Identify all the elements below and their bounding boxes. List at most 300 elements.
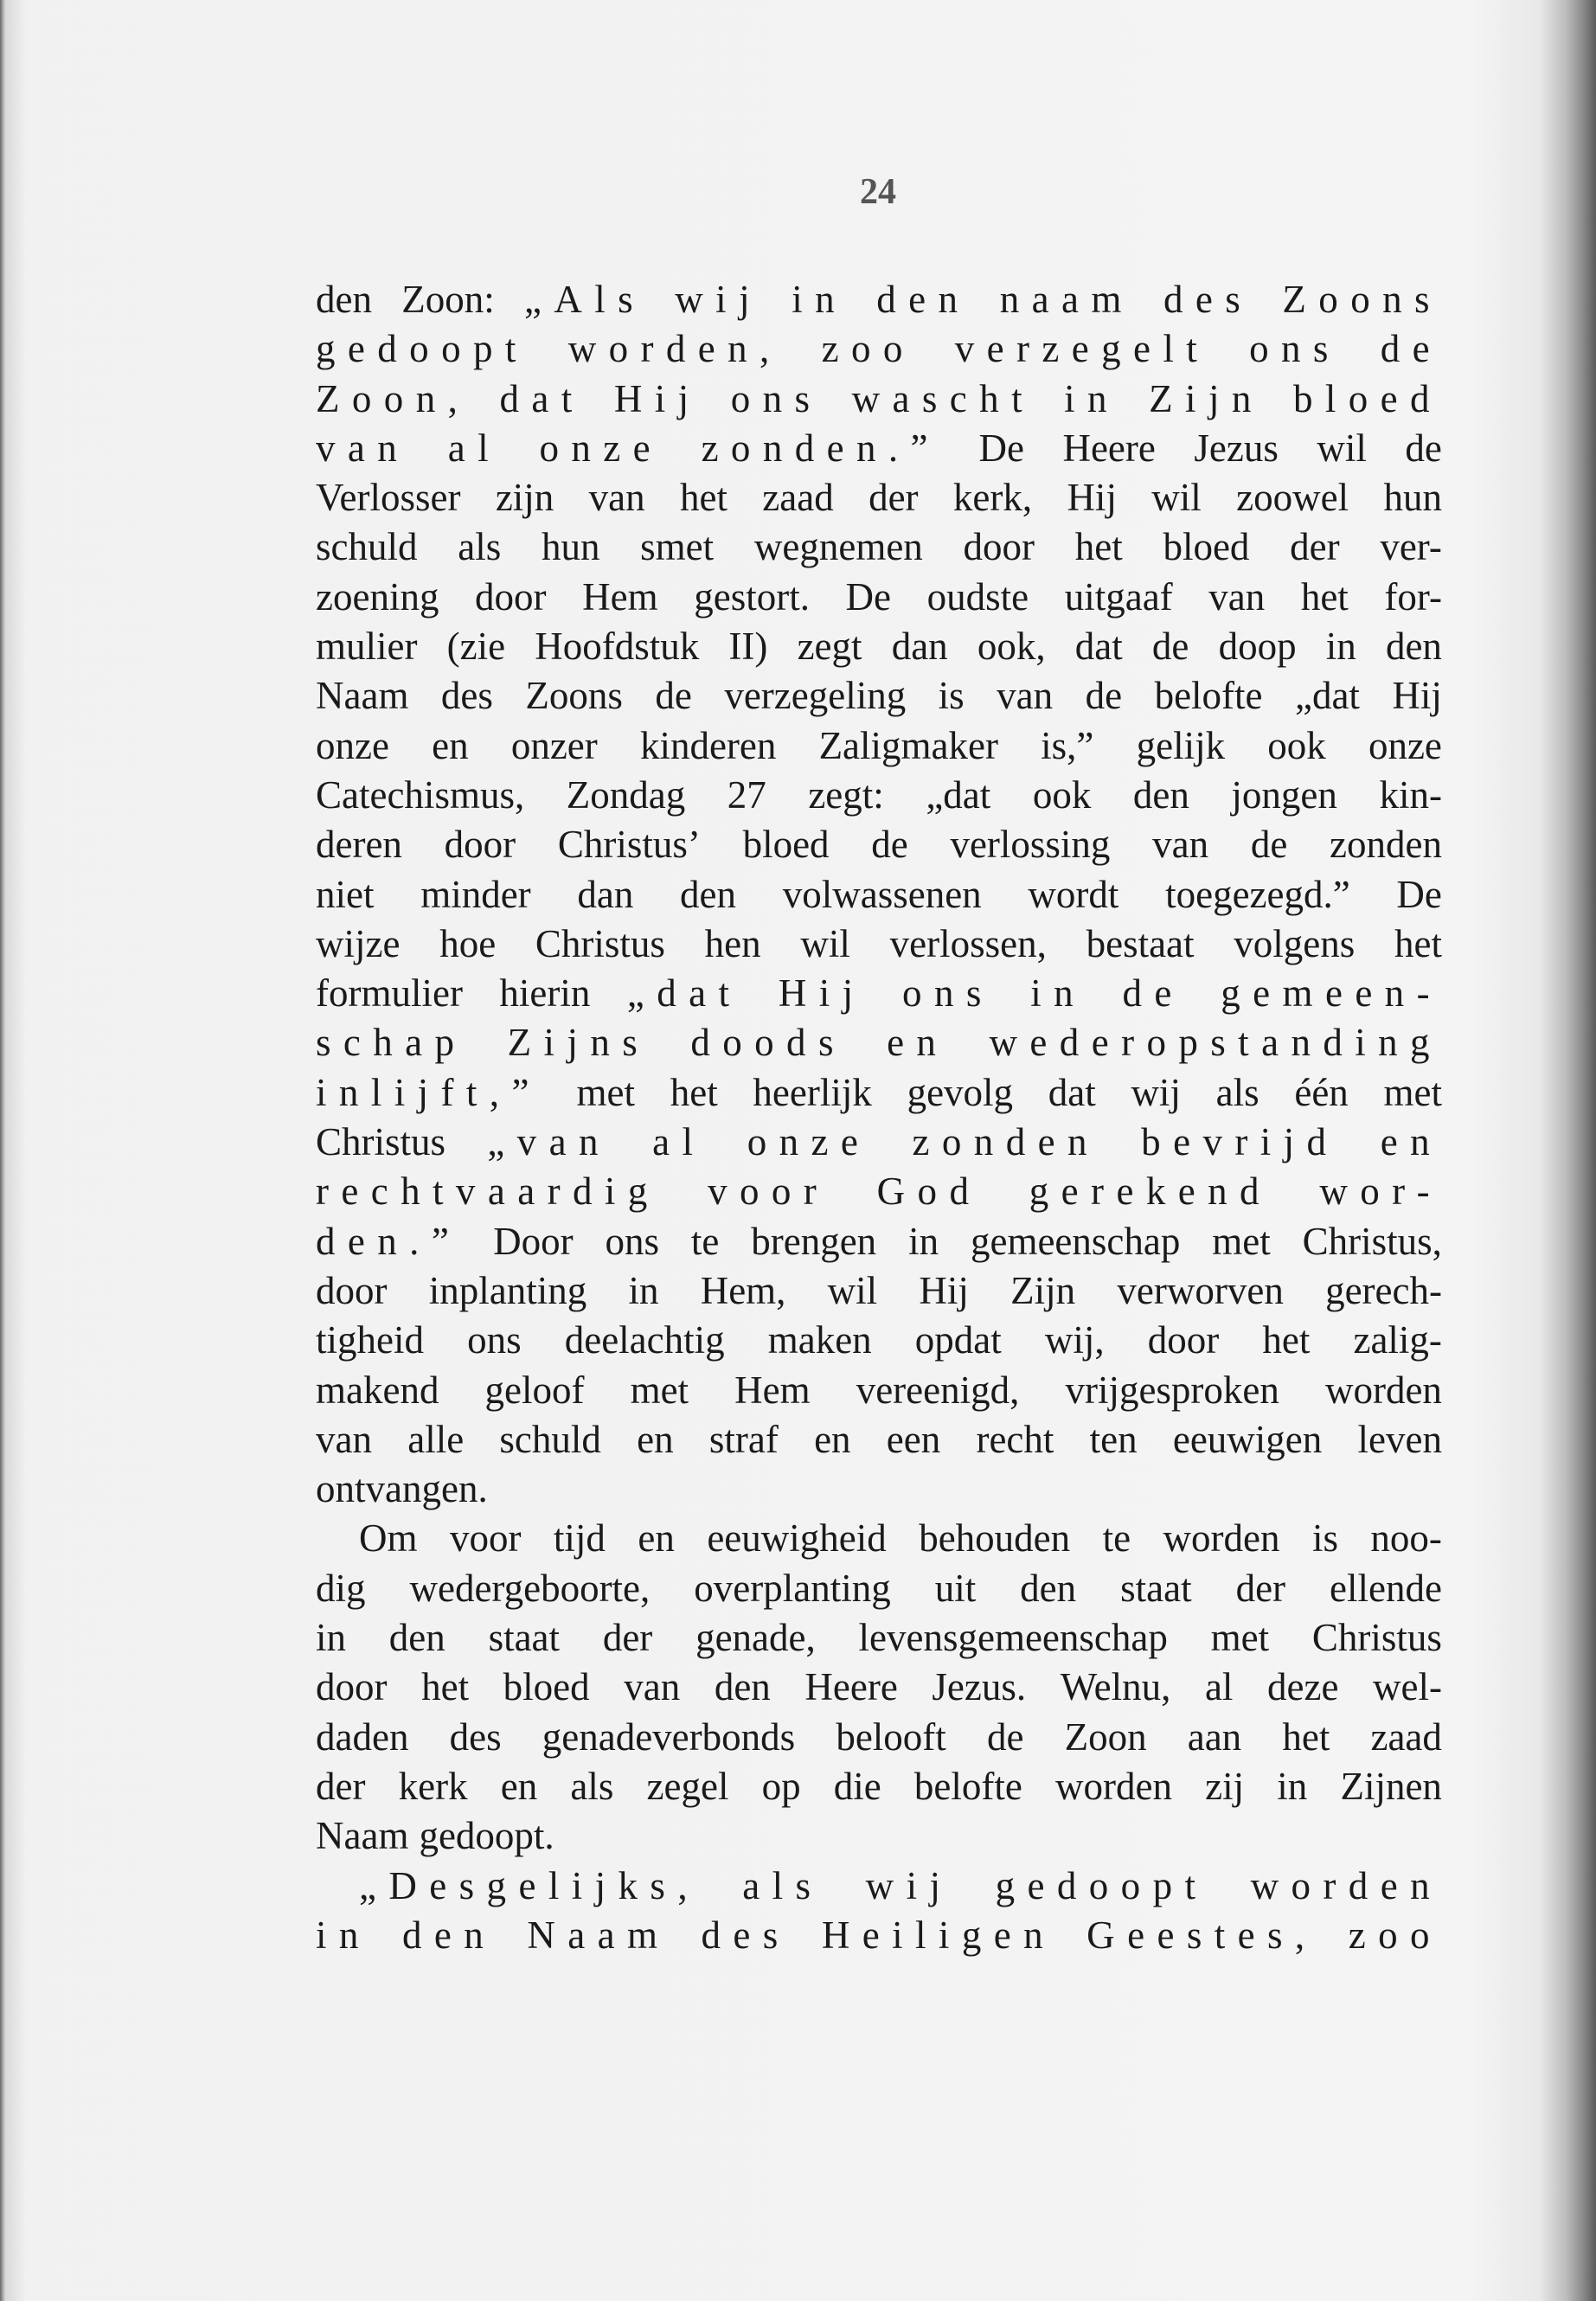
word: met bbox=[630, 1368, 689, 1412]
word: Zijn bbox=[1010, 1268, 1076, 1312]
word: op bbox=[761, 1764, 801, 1808]
word: Hij bbox=[613, 376, 702, 420]
word: den bbox=[401, 1913, 497, 1957]
word: wederopstanding bbox=[989, 1021, 1442, 1065]
word: overplanting bbox=[694, 1566, 891, 1610]
word: jongen bbox=[1231, 772, 1337, 817]
word: dig bbox=[316, 1566, 366, 1610]
text-line bbox=[316, 671, 1442, 721]
word: van bbox=[1208, 574, 1266, 619]
word: Hem, bbox=[700, 1268, 786, 1312]
word: wijze bbox=[316, 921, 401, 965]
word: en bbox=[1380, 1120, 1442, 1164]
word: kerk bbox=[398, 1764, 468, 1808]
word: zonden.” bbox=[701, 426, 940, 470]
word: hun bbox=[541, 525, 600, 569]
word: in bbox=[1277, 1764, 1308, 1808]
word: deelachtig bbox=[564, 1318, 725, 1362]
word: een bbox=[886, 1417, 941, 1461]
word: minder bbox=[420, 872, 531, 916]
word: zegel bbox=[646, 1764, 729, 1808]
word: onze bbox=[316, 723, 389, 767]
word: daden bbox=[316, 1715, 409, 1759]
text-line bbox=[316, 324, 1442, 374]
word: ons bbox=[1249, 327, 1341, 371]
word: is,” bbox=[1041, 723, 1094, 767]
word: volwassenen bbox=[782, 872, 982, 916]
word: oudste bbox=[926, 574, 1029, 619]
word: ook, bbox=[977, 625, 1046, 669]
word: onze bbox=[539, 426, 663, 470]
word: en bbox=[637, 1417, 674, 1461]
word: vrijgesproken bbox=[1065, 1368, 1279, 1412]
word: wel- bbox=[1373, 1665, 1442, 1709]
word: Zoons bbox=[525, 674, 623, 718]
word: De bbox=[1396, 872, 1442, 916]
text-line bbox=[316, 573, 1442, 622]
word: al bbox=[1204, 1665, 1234, 1709]
word: der bbox=[869, 476, 919, 520]
text-line bbox=[316, 622, 1442, 671]
word: smet bbox=[640, 525, 715, 569]
word: te bbox=[1102, 1516, 1131, 1561]
word: die bbox=[833, 1764, 881, 1808]
word: wegnemen bbox=[753, 525, 923, 569]
word: dan bbox=[891, 625, 948, 669]
word: wil bbox=[827, 1268, 878, 1312]
word: en bbox=[432, 723, 469, 767]
word: ontvangen. bbox=[316, 1467, 488, 1511]
text-line bbox=[316, 1663, 1442, 1712]
word: wil bbox=[1151, 476, 1202, 520]
word: is bbox=[938, 674, 965, 718]
word: maken bbox=[767, 1318, 872, 1362]
word: in bbox=[316, 1616, 347, 1660]
word: wij, bbox=[1044, 1318, 1105, 1362]
word: van bbox=[316, 1417, 372, 1461]
word: „dat bbox=[626, 971, 742, 1016]
word: recht bbox=[976, 1417, 1054, 1461]
word: wor- bbox=[1319, 1170, 1442, 1214]
word: volgens bbox=[1234, 921, 1356, 965]
word: Christus bbox=[535, 921, 665, 965]
word: onze bbox=[1368, 723, 1442, 767]
word: in bbox=[1064, 376, 1119, 420]
text-line bbox=[316, 473, 1442, 522]
word: worden, bbox=[567, 327, 782, 371]
word: ellende bbox=[1330, 1566, 1442, 1610]
word: Om bbox=[359, 1516, 418, 1561]
text-line bbox=[316, 870, 1442, 920]
word: gevolg bbox=[907, 1070, 1014, 1114]
text-line bbox=[316, 969, 1442, 1018]
text-line bbox=[316, 1217, 1442, 1266]
word: kinderen bbox=[639, 723, 777, 767]
word: den bbox=[714, 1665, 771, 1709]
word: verlossing bbox=[950, 823, 1111, 867]
word: mulier bbox=[316, 625, 418, 669]
word: Zoon, bbox=[316, 376, 471, 420]
word: der bbox=[1290, 525, 1340, 569]
word: zaad bbox=[1370, 1715, 1442, 1759]
word: „van bbox=[487, 1120, 611, 1164]
text-line bbox=[316, 1465, 1442, 1514]
word: te bbox=[690, 1219, 720, 1263]
word: zoening bbox=[316, 574, 439, 619]
word: wil bbox=[1317, 426, 1367, 470]
word: het bbox=[1394, 921, 1442, 965]
body-text bbox=[316, 275, 1442, 1960]
word: belofte bbox=[1154, 674, 1263, 718]
word: door bbox=[316, 1665, 388, 1709]
word: wordt bbox=[1028, 872, 1119, 916]
word: verworven bbox=[1117, 1268, 1284, 1312]
word: straf bbox=[708, 1417, 779, 1461]
text-line bbox=[316, 771, 1442, 820]
word: belofte bbox=[913, 1764, 1022, 1808]
text-line bbox=[316, 1118, 1442, 1167]
word: gedoopt. bbox=[419, 1814, 554, 1858]
word: de bbox=[1405, 426, 1442, 470]
word: makend bbox=[316, 1368, 439, 1412]
word: Heiligen bbox=[821, 1913, 1056, 1957]
word: voor bbox=[449, 1516, 522, 1561]
word: en bbox=[500, 1764, 538, 1808]
word: schuld bbox=[499, 1417, 601, 1461]
word: staat bbox=[1120, 1566, 1192, 1610]
word: leven bbox=[1357, 1417, 1442, 1461]
text-line bbox=[316, 1316, 1442, 1365]
word: Hem bbox=[582, 574, 658, 619]
word: de bbox=[1151, 625, 1189, 669]
text-line bbox=[316, 1018, 1442, 1067]
word: wij bbox=[675, 278, 762, 321]
word: het bbox=[679, 476, 727, 520]
word: zonden bbox=[912, 1120, 1099, 1164]
word: zonden bbox=[1330, 823, 1442, 867]
word: „dat bbox=[1294, 674, 1360, 718]
word: doop bbox=[1218, 625, 1297, 669]
word: het bbox=[1282, 1715, 1330, 1759]
word: hoe bbox=[439, 921, 497, 965]
word: dat bbox=[1048, 1070, 1096, 1114]
word: van bbox=[997, 674, 1054, 718]
word: heerlijk bbox=[753, 1070, 872, 1114]
word: en bbox=[638, 1516, 675, 1561]
text-line bbox=[316, 522, 1442, 572]
word: Hij bbox=[1392, 674, 1442, 718]
word: ook bbox=[1032, 772, 1092, 817]
word: worden bbox=[1250, 1863, 1442, 1907]
word: schuld bbox=[316, 525, 418, 569]
text-line bbox=[316, 1266, 1442, 1316]
word: met bbox=[1383, 1070, 1442, 1114]
word: Zijnen bbox=[1340, 1764, 1442, 1808]
word: Christus bbox=[316, 1120, 446, 1164]
word: toegezegd.” bbox=[1165, 872, 1350, 916]
word: en bbox=[814, 1417, 851, 1461]
word: de bbox=[1250, 823, 1288, 867]
word: bloed bbox=[503, 1665, 590, 1709]
word: zijn bbox=[495, 476, 554, 520]
word: Welnu, bbox=[1060, 1665, 1171, 1709]
word: in bbox=[628, 1268, 659, 1312]
word: als bbox=[1215, 1070, 1259, 1114]
word: verzegeling bbox=[724, 674, 907, 718]
word: in bbox=[792, 278, 848, 321]
word: één bbox=[1294, 1070, 1349, 1114]
word: hen bbox=[704, 921, 761, 965]
text-line bbox=[316, 1167, 1442, 1216]
word: behouden bbox=[919, 1516, 1071, 1561]
word: in bbox=[1030, 971, 1086, 1016]
word: der bbox=[316, 1764, 366, 1808]
text-line bbox=[316, 920, 1442, 969]
word: Jezus. bbox=[932, 1665, 1027, 1709]
word: door bbox=[444, 823, 516, 867]
text-line bbox=[316, 1762, 1442, 1811]
word: zoo bbox=[1348, 1913, 1442, 1957]
word: verlossen, bbox=[889, 921, 1047, 965]
word: bloed bbox=[742, 823, 830, 867]
word: 27 bbox=[727, 772, 766, 817]
word: worden bbox=[1055, 1764, 1172, 1808]
word: den bbox=[1020, 1566, 1077, 1610]
word: gemeen- bbox=[1221, 971, 1442, 1016]
word: wij bbox=[865, 1863, 953, 1907]
word: voor bbox=[708, 1170, 830, 1214]
page-number: 24 bbox=[860, 172, 896, 212]
text-line bbox=[316, 1564, 1442, 1613]
word: zaad bbox=[762, 476, 834, 520]
word: als bbox=[742, 1863, 824, 1907]
word: brengen bbox=[751, 1219, 877, 1263]
word: eeuwigen bbox=[1172, 1417, 1323, 1461]
word: met bbox=[1212, 1219, 1271, 1263]
word: bloed bbox=[1163, 525, 1250, 569]
text-line bbox=[316, 375, 1442, 424]
word: het bbox=[1300, 574, 1349, 619]
text-line bbox=[316, 1415, 1442, 1465]
word: in bbox=[1325, 625, 1356, 669]
word: het bbox=[421, 1665, 470, 1709]
word: kin- bbox=[1379, 772, 1442, 817]
word: den.” bbox=[316, 1219, 462, 1263]
word: Heere bbox=[1062, 426, 1156, 470]
word: tigheid bbox=[316, 1318, 424, 1362]
word: den bbox=[388, 1616, 445, 1660]
word: tijd bbox=[553, 1516, 606, 1561]
word: het bbox=[670, 1070, 718, 1114]
word: De bbox=[845, 574, 892, 619]
word: genadeverbonds bbox=[542, 1715, 796, 1759]
word: hun bbox=[1383, 476, 1442, 520]
word: Hij bbox=[919, 1268, 969, 1312]
word: Zondag bbox=[566, 772, 686, 817]
word: Naam bbox=[316, 674, 409, 718]
word: doods bbox=[690, 1021, 846, 1065]
word: gemeenschap bbox=[970, 1219, 1181, 1263]
word: de bbox=[655, 674, 692, 718]
word: is bbox=[1311, 1516, 1338, 1561]
word: met bbox=[576, 1070, 636, 1114]
word: verzegelt bbox=[954, 327, 1210, 371]
text-line bbox=[316, 424, 1442, 473]
word: naam bbox=[999, 278, 1134, 321]
text-line bbox=[316, 1911, 1442, 1960]
word: inlijft,” bbox=[316, 1070, 542, 1114]
word: wij bbox=[1131, 1070, 1181, 1114]
word: ook bbox=[1267, 723, 1326, 767]
word: Zoon: bbox=[401, 278, 495, 321]
word: worden bbox=[1163, 1516, 1280, 1561]
word: Zoons bbox=[1282, 278, 1442, 321]
word: met bbox=[1210, 1616, 1270, 1660]
word: ver- bbox=[1380, 525, 1442, 569]
word: rechtvaardig bbox=[316, 1170, 660, 1214]
word: eeuwigheid bbox=[707, 1516, 887, 1561]
word: zij bbox=[1205, 1764, 1245, 1808]
word: ten bbox=[1089, 1417, 1138, 1461]
word: vereenigd, bbox=[856, 1368, 1020, 1412]
word: Heere bbox=[804, 1665, 898, 1709]
word: staat bbox=[488, 1616, 561, 1660]
word: Hij bbox=[778, 971, 866, 1016]
word: Zaligmaker bbox=[818, 723, 998, 767]
word: door bbox=[963, 525, 1035, 569]
word: Christus, bbox=[1302, 1219, 1442, 1263]
word: de bbox=[1380, 327, 1442, 371]
word: God bbox=[876, 1170, 982, 1214]
word: Christus bbox=[1311, 1616, 1442, 1660]
word: inplanting bbox=[428, 1268, 587, 1312]
text-line bbox=[316, 1862, 1442, 1911]
word: dan bbox=[577, 872, 634, 916]
word: en bbox=[887, 1021, 949, 1065]
word: gestort. bbox=[694, 574, 810, 619]
word: ons bbox=[730, 376, 823, 420]
word: wedergeboorte, bbox=[409, 1566, 651, 1610]
word: uitgaaf bbox=[1064, 574, 1173, 619]
word: Jezus bbox=[1194, 426, 1279, 470]
text-line bbox=[316, 1068, 1442, 1118]
word: het bbox=[1074, 525, 1123, 569]
word: deren bbox=[316, 823, 402, 867]
word: de bbox=[986, 1715, 1024, 1759]
word: kerk, bbox=[952, 476, 1033, 520]
word: al bbox=[447, 426, 501, 470]
word: noo- bbox=[1370, 1516, 1442, 1561]
word: genade, bbox=[695, 1616, 816, 1660]
word: wascht bbox=[851, 376, 1035, 420]
word: Christus’ bbox=[557, 823, 701, 867]
word: opdat bbox=[914, 1318, 1002, 1362]
word: Hoofdstuk bbox=[535, 625, 700, 669]
text-line bbox=[316, 1713, 1442, 1762]
word: zegt: bbox=[808, 772, 884, 817]
word: in bbox=[316, 1913, 371, 1957]
word: Zijn bbox=[1149, 376, 1264, 420]
word: den bbox=[680, 872, 737, 916]
word: gelijk bbox=[1136, 723, 1226, 767]
word: gedoopt bbox=[316, 327, 529, 371]
word: for- bbox=[1384, 574, 1442, 619]
word: dat bbox=[1074, 625, 1123, 669]
word: ons bbox=[902, 971, 994, 1016]
word: der bbox=[602, 1616, 653, 1660]
word: den bbox=[876, 278, 971, 321]
text-line bbox=[316, 1366, 1442, 1415]
text-line bbox=[316, 721, 1442, 771]
word: schap bbox=[316, 1021, 467, 1065]
word: den bbox=[316, 278, 372, 321]
word: aan bbox=[1187, 1715, 1242, 1759]
text-line bbox=[316, 1514, 1442, 1563]
word: belooft bbox=[836, 1715, 946, 1759]
word: des bbox=[701, 1913, 791, 1957]
word: Hij bbox=[1067, 476, 1117, 520]
word: ons bbox=[605, 1219, 659, 1263]
word: levensgemeenschap bbox=[858, 1616, 1168, 1660]
word: ons bbox=[467, 1318, 522, 1362]
word: zegt bbox=[797, 625, 862, 669]
word: door bbox=[475, 574, 547, 619]
word: der bbox=[1235, 1566, 1286, 1610]
word: de bbox=[1122, 971, 1184, 1016]
word: bevrijd bbox=[1141, 1120, 1339, 1164]
word: onzer bbox=[510, 723, 598, 767]
word: zalig- bbox=[1353, 1318, 1442, 1362]
word: uit bbox=[934, 1566, 977, 1610]
word: deze bbox=[1267, 1665, 1339, 1709]
word: de bbox=[871, 823, 908, 867]
word: de bbox=[1085, 674, 1123, 718]
word: alle bbox=[407, 1417, 465, 1461]
word: (zie bbox=[446, 625, 506, 669]
word: Naam bbox=[527, 1913, 670, 1957]
word: als bbox=[458, 525, 502, 569]
word: van bbox=[624, 1665, 681, 1709]
word: worden bbox=[1324, 1368, 1442, 1412]
word: „Desgelijks, bbox=[359, 1863, 700, 1907]
word: onze bbox=[747, 1120, 871, 1164]
word: De bbox=[978, 426, 1024, 470]
text-line bbox=[316, 1811, 1442, 1861]
word: niet bbox=[316, 872, 375, 916]
text-line bbox=[316, 1613, 1442, 1663]
word: hierin bbox=[499, 971, 591, 1016]
word: zoowel bbox=[1236, 476, 1349, 520]
word: bloed bbox=[1292, 376, 1442, 420]
word: gedoopt bbox=[995, 1863, 1208, 1907]
word: van bbox=[316, 426, 410, 470]
word: van bbox=[588, 476, 645, 520]
word: Door bbox=[493, 1219, 574, 1263]
word: gerekend bbox=[1029, 1170, 1272, 1214]
word: al bbox=[652, 1120, 706, 1164]
word: gerech- bbox=[1325, 1268, 1442, 1312]
word: II) bbox=[728, 625, 768, 669]
word: het bbox=[1262, 1318, 1311, 1362]
word: in bbox=[908, 1219, 939, 1263]
word: Verlosser bbox=[316, 476, 461, 520]
word: des bbox=[1163, 278, 1253, 321]
word: Geestes, bbox=[1086, 1913, 1317, 1957]
word: des bbox=[449, 1715, 502, 1759]
word: den bbox=[1385, 625, 1442, 669]
text-line bbox=[316, 275, 1442, 324]
word: door bbox=[1147, 1318, 1220, 1362]
